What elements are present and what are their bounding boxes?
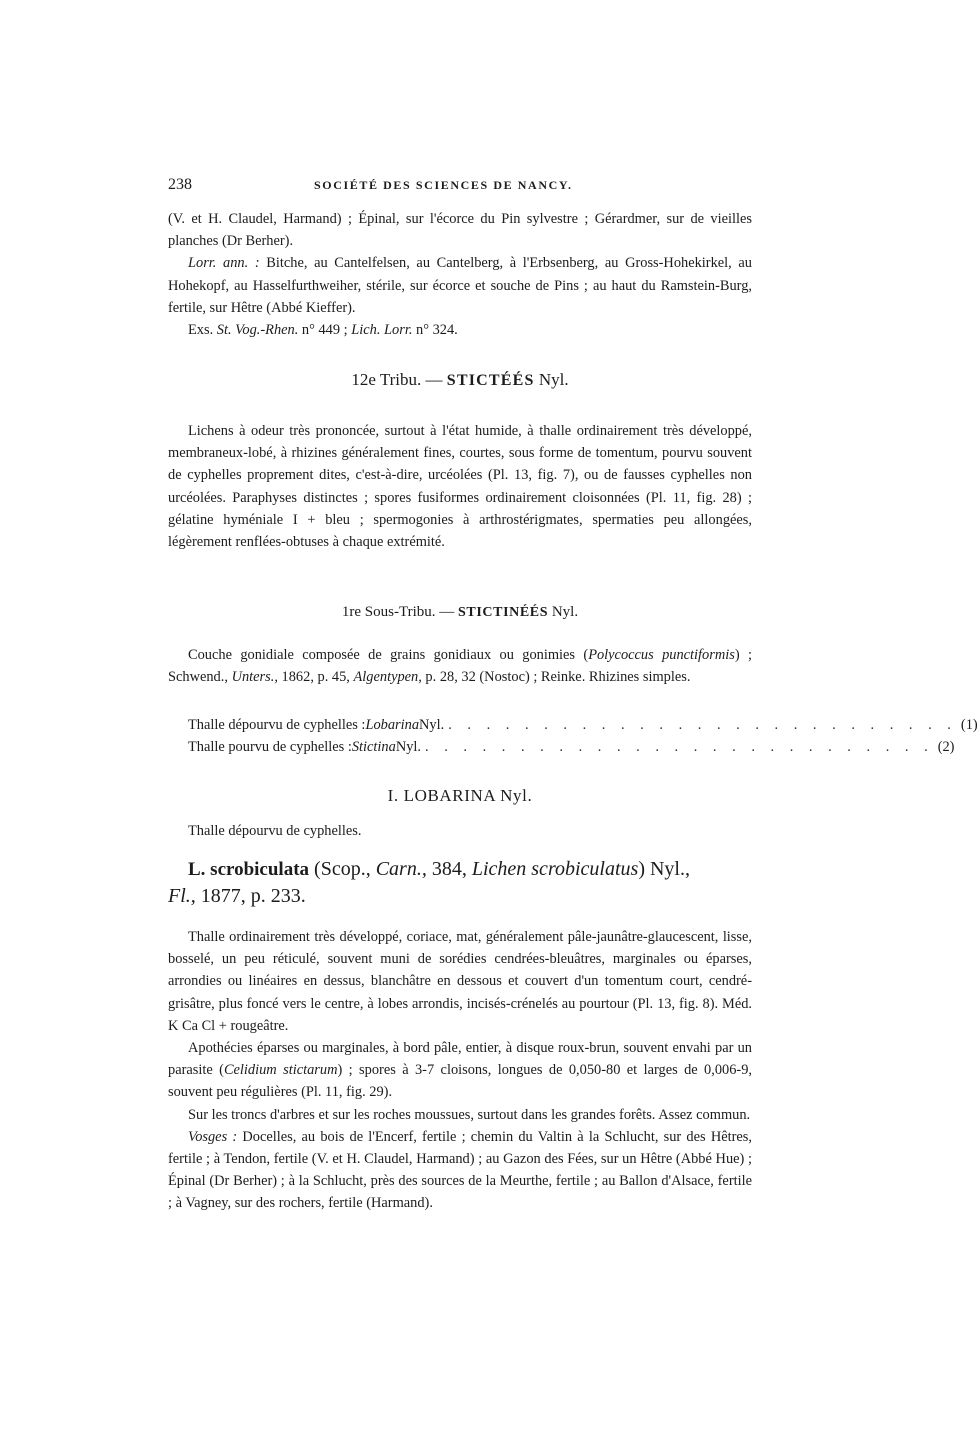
key-row-author: Nyl. xyxy=(395,739,421,755)
key-row-text: Thalle dépourvu de cyphelles : xyxy=(188,717,366,733)
key-row-text: Thalle pourvu de cyphelles : xyxy=(188,739,352,755)
running-title: SOCIÉTÉ DES SCIENCES DE NANCY. xyxy=(314,178,573,192)
tribe-name: STICTÉÉS xyxy=(446,372,535,389)
species-citation xyxy=(168,883,758,910)
species-year: 1877, p. 233. xyxy=(195,885,306,907)
key-row-ref: (1) xyxy=(960,717,978,733)
subtribe-desc-c: 1862, p. 45, xyxy=(277,669,354,686)
subtribe-desc-a: Couche gonidiale composée de grains gonidiaux ou gonimies ( xyxy=(188,647,589,663)
exsiccata-ref-2: Lich. Lorr. xyxy=(351,322,413,339)
genus-heading: I. LOBARINA Nyl. xyxy=(387,786,533,805)
species-open: (Scop., xyxy=(309,858,376,880)
species-flora: Fl., xyxy=(168,885,196,907)
apothecia-b: ) ; spores à 3-7 cloisons, longues de 0,050-80 et larges de 0,006-9, souvent peu régulières (Pl. 11, fig. 29). xyxy=(168,1062,753,1101)
subtribe-author: Nyl. xyxy=(548,604,579,620)
tribe-heading xyxy=(168,370,752,390)
lorraine-label: Lorr. ann. : xyxy=(188,255,260,272)
paragraph-apothecia xyxy=(168,1037,752,1104)
vosges-text: Docelles, au bois de l'Encerf, fertile ; chemin du Valtin à la Schlucht, sur des Hêtres, fertile ; à Tendon, fertile (V. et H. Claudel, Harmand) ; au Gazon des Fées, sur un Hêtre (Abbé Hue) ; Épinal (Dr Berher) ; à la Schlucht, près des sources de la Meurthe, fertile ; au Ballon d'Alsace, fertile ; à Vagney, sur des rochers, fertile (Harmand). xyxy=(168,1128,752,1212)
key-row xyxy=(188,736,955,758)
continued-localities xyxy=(168,208,752,341)
key-leader-dots: . . . . . . . . . . . . . . . . . . . . . . . . . . . xyxy=(448,717,957,733)
tribe-prefix: 12e Tribu. — xyxy=(351,370,447,389)
key-row-genus: Lobarina xyxy=(365,717,420,733)
vosges-label: Vosges : xyxy=(188,1128,238,1145)
lorraine-text: Bitche, au Cantelfelsen, au Cantelberg, à l'Erbsenberg, au Gross-Hohekirkel, au Hohekopf, au Hasselfurthweiher, stérile, sur écorce et souche de Pins ; au haut du Ramstein-Burg, fertile, sur Hêtre (Abbé Kieffer). xyxy=(168,255,752,316)
paragraph-habitat: Sur les troncs d'arbres et sur les roches moussues, surtout dans les grandes forêts. Assez commun. xyxy=(188,1106,751,1123)
tribe-author: Nyl. xyxy=(534,370,569,389)
subtribe-description xyxy=(168,644,752,688)
tribe-description-text: Lichens à odeur très prononcée, surtout à l'état humide, à thalle ordinairement très développé, membraneux-lobé, à rhizines généralement fines, courtes, sous forme de tomentum, pourvu souvent de cyphelles proprement dites, c'est-à-dire, urcéolées (Pl. 13, fig. 7), ou de fausses cyphelles non urcéolées. Paraphyses distinctes ; spores fusiformes ordinairement cloisonnées (Pl. 11, fig. 28) ; gélatine hyméniale I + bleu ; spermogonies à arthrostérigmates, spermaties peu allongées, légèrement renflées-obtuses à chaque extrémité. xyxy=(168,423,752,551)
key-row xyxy=(188,714,978,736)
exsiccata-mid: n° 449 ; xyxy=(298,322,352,339)
running-header xyxy=(168,176,752,198)
apothecia-parasite: Celidium stictarum xyxy=(223,1062,338,1079)
paragraph-exsiccata xyxy=(168,319,752,341)
subtribe-heading xyxy=(168,604,752,621)
exsiccata-ref-1: St. Vog.-Rhen. xyxy=(216,322,299,339)
subtribe-desc-b: ) ; Schwend., xyxy=(168,647,752,686)
key-row-ref: (2) xyxy=(937,739,955,755)
species-close: ) Nyl., xyxy=(638,858,690,880)
key-row-genus: Stictina xyxy=(351,739,396,755)
genus-description-text: Thalle dépourvu de cyphelles. xyxy=(188,823,362,839)
tribe-description xyxy=(168,420,752,553)
species-name: L. scrobiculata xyxy=(188,859,310,880)
page-number: 238 xyxy=(168,176,192,193)
species-heading xyxy=(168,856,758,910)
subtribe-description-text xyxy=(168,644,752,688)
subtribe-desc-d: p. 28, 32 (Nostoc) ; Reinke. Rhizines simples. xyxy=(421,669,691,686)
subtribe-name: STICTINÉÉS xyxy=(458,605,549,620)
key-row-author: Nyl. xyxy=(419,717,445,733)
species-description xyxy=(168,926,752,1215)
subtribe-desc-a-it: Polycoccus punctiformis xyxy=(588,647,735,663)
subtribe-desc-c-it: Algentypen, xyxy=(353,669,422,686)
subtribe-prefix: 1re Sous-Tribu. — xyxy=(341,604,459,620)
exsiccata-end: n° 324. xyxy=(412,322,458,339)
apothecia-a: Apothécies éparses ou marginales, à bord pâle, entier, à disque roux-brun, souvent envahi par un parasite ( xyxy=(168,1040,752,1079)
paragraph-claudel: (V. et H. Claudel, Harmand) ; Épinal, sur l'écorce du Pin sylvestre ; Gérardmer, sur de vieilles planches (Dr Berher). xyxy=(168,211,752,250)
genus-description xyxy=(188,820,752,842)
key-leader-dots: . . . . . . . . . . . . . . . . . . . . . . . . . . . xyxy=(425,739,934,755)
genus-key xyxy=(188,714,978,758)
species-num: 384, xyxy=(426,858,472,880)
species-synonym: Lichen scrobiculatus xyxy=(471,858,639,880)
paragraph-thallus: Thalle ordinairement très développé, coriace, mat, généralement pâle-jaunâtre-glaucescent, lisse, bosselé, un peu réticulé, souvent muni de sorédies cendrées-bleuâtres, marginales ou éparses, arrondies ou linéaires en dessus, blanchâtre en dessous et couvert d'un tomentum court, cendré-grisâtre, plus foncé vers le centre, à lobes arrondis, incisés-crénelés au pourtour (Pl. 13, fig. 8). Méd. K Ca Cl + rougeâtre. xyxy=(168,929,752,1034)
exsiccata-prefix: Exs. xyxy=(188,322,217,339)
paragraph-vosges xyxy=(168,1126,752,1215)
species-ref: Carn., xyxy=(375,858,427,880)
paragraph-lorraine xyxy=(168,252,752,319)
subtribe-desc-b-it: Unters., xyxy=(231,669,278,686)
